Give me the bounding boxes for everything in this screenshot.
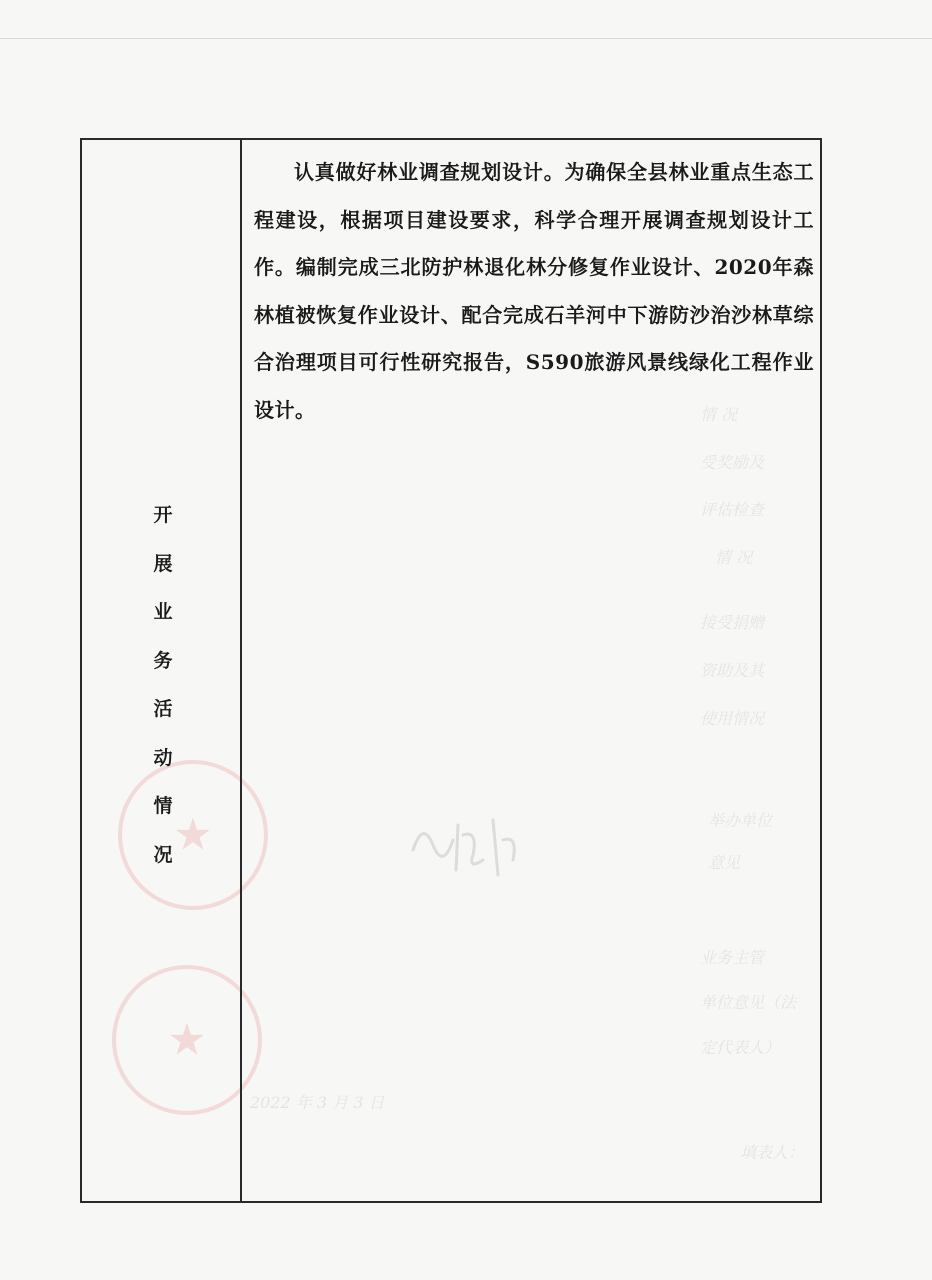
ghost-text: 评估检查 [700, 500, 765, 519]
ghost-text: 举办单位 [708, 811, 773, 830]
ghost-text: 2022 年 3 月 3 日 [250, 1093, 385, 1112]
section-label [148, 500, 178, 888]
section-label-char: 活 [153, 698, 173, 720]
section-content-text: 认真做好林业调查规划设计。为确保全县林业重点生态工程建设，根据项目建设要求，科学合理开展调查规划设计工作。编制完成三北防护林退化林分修复作业设计、2020年森林植被恢复作业设计、配合完成石羊河中下游防沙治沙林草综合治理项目可行性研究报告，S590旅游风景线绿化工程作业设计。 [254, 160, 814, 422]
ghost-text: 情 况 [700, 405, 738, 424]
section-label-cell [82, 140, 242, 1201]
section-content-cell [242, 140, 820, 1201]
activity-form-table [80, 138, 822, 1203]
ghost-text: 意见 [708, 853, 741, 872]
ghost-text: 接受捐赠 [700, 613, 765, 632]
section-label-char: 动 [153, 746, 173, 769]
star-icon: ★ [167, 1014, 207, 1066]
star-icon: ★ [173, 809, 213, 861]
ghost-text: 填表人： [740, 1143, 805, 1162]
top-divider [0, 38, 932, 39]
ghost-text: 资助及其 [700, 661, 765, 680]
section-label-char: 务 [153, 649, 173, 672]
ghost-text: 业务主管 [700, 948, 765, 967]
section-label-char: 况 [153, 843, 173, 866]
ghost-text: 受奖励及 [700, 453, 765, 472]
section-label-char: 开 [153, 504, 173, 526]
ghost-text: 使用情况 [700, 709, 765, 728]
ghost-text: 定代表人） [700, 1038, 781, 1057]
section-label-char: 展 [153, 552, 173, 575]
section-label-char: 情 [153, 795, 173, 817]
ghost-text: 单位意见（法 [700, 993, 797, 1012]
ghost-text: 情 况 [715, 548, 753, 567]
section-label-char: 业 [153, 601, 173, 623]
